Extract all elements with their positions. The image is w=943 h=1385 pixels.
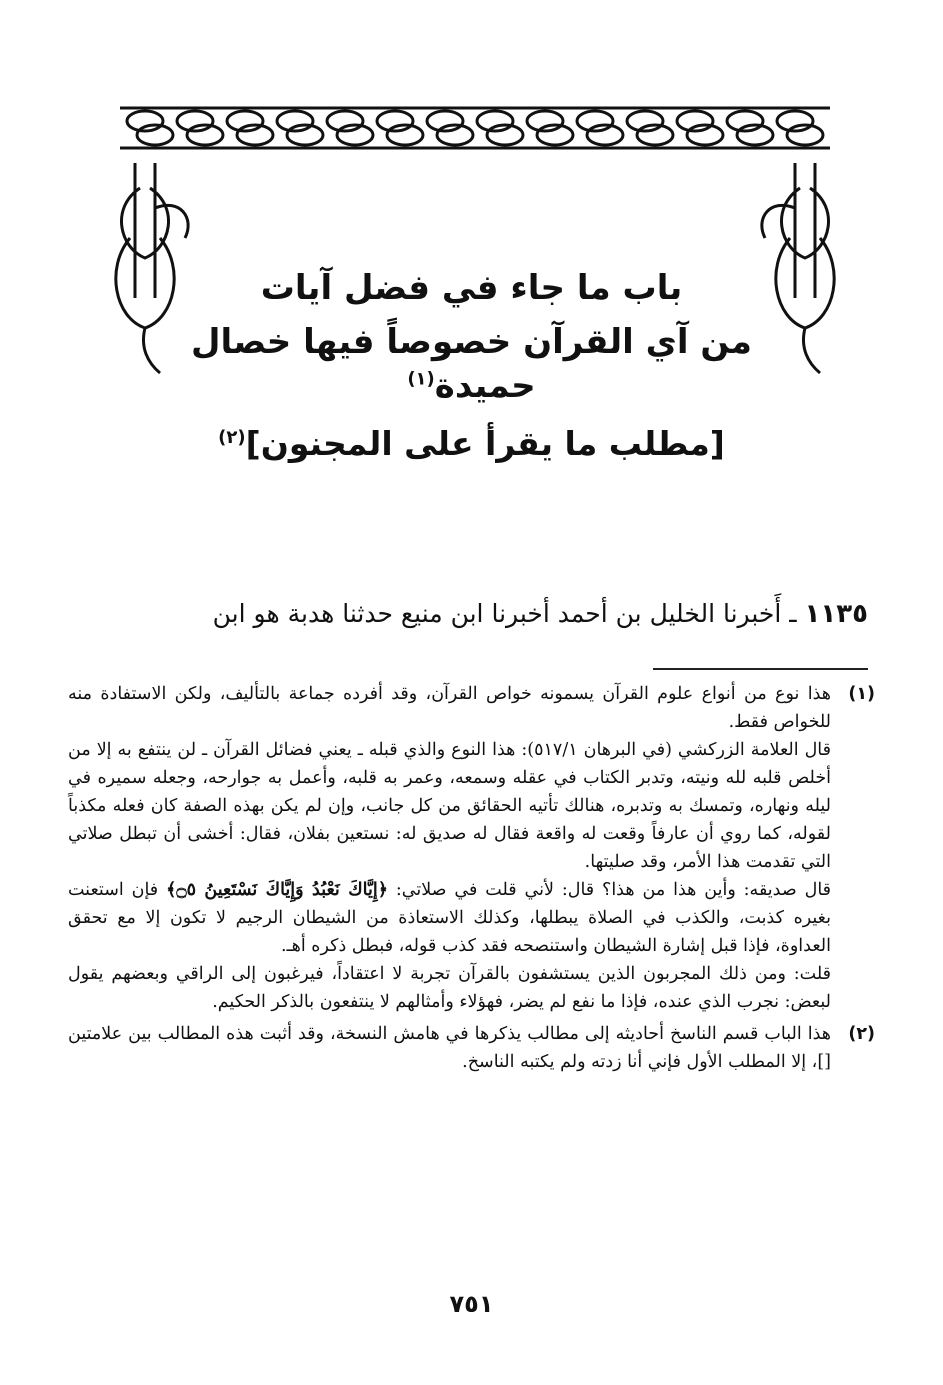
- chapter-title-line-2: [160, 320, 783, 408]
- quran-verse: ﴿إِيَّاكَ نَعْبُدُ وَإِيَّاكَ نَسْتَعِينُ ۝٥﴾: [166, 880, 388, 900]
- footnote-1: [68, 680, 875, 1016]
- hadith-text: ـ أَخبرنا الخليل بن أحمد أخبرنا ابن منيع حدثنا هدبة هو ابن: [212, 599, 805, 628]
- footnote-body: [68, 680, 831, 1016]
- footnote-number: (١): [848, 684, 875, 704]
- footnote-paragraph: [68, 876, 831, 960]
- footnote-body: [68, 1020, 831, 1076]
- section-heading: [150, 424, 793, 463]
- footnotes: [68, 680, 875, 1080]
- footnote-number: (٢): [848, 1024, 875, 1044]
- chapter-title-line-1: باب ما جاء في فضل آيات: [260, 268, 683, 308]
- footnote-text: فإن استعنت بغيره كذبت، والكذب في الصلاة يبطلها، وكذلك الاستعاذة من الشيطان الرجيم لا تكون إلا مع تحقق العداوة، فإذا قبل إشارة الشيطان واستنصحه فقد كذب قوله، فبطل ذكره أهـ.: [68, 880, 831, 956]
- page-number: ٧٥١: [449, 1290, 494, 1318]
- footnote-paragraph: هذا الباب قسم الناسخ أحاديثه إلى مطالب يذكرها في هامش النسخة، وقد أثبت هذه المطالب بين علامتين []، إلا المطلب الأول فإني أنا زدته ولم يكتبه الناسخ.: [68, 1024, 831, 1072]
- chapter-title-line-2-text: من آي القرآن خصوصاً فيها خصال حميدة: [191, 322, 752, 407]
- hadith-paragraph: [75, 596, 868, 632]
- footnote-paragraph: قلت: ومن ذلك المجربون الذين يستشفون بالقرآن تجربة لا اعتقاداً، فيرغبون إلى الراقي وبعضهم يقول لبعض: نجرب الذي عنده، فإذا ما نفع لم يضر، فهؤلاء وأمثالهم لا ينتفعون بالذكر الحكيم.: [68, 964, 831, 1012]
- footnote-separator: [653, 668, 868, 670]
- hadith-number: ١١٣٥: [804, 599, 868, 629]
- footnote-2: [68, 1020, 875, 1076]
- footnote-paragraph: قال العلامة الزركشي (في البرهان ٥١٧/١): هذا النوع والذي قبله ـ يعني فضائل القرآن ـ لن ينتفع به إلا من أخلص قلبه لله ونيته، وتدبر الكتاب في عقله وسمعه، وعمر به قلبه، وأعمل به جوارحه، وجعله سميره في ليله ونهاره، وتمسك به وتدبره، هنالك تأتيه الحقائق من كل جانب، وإن لم يكن بهذه الصفة كان فعله مكذباً لقوله، كما روي أن عارفاً وقعت له واقعة فقال له صديق له: نستعين بفلان، فقال: أخشى أن تبطل صلاتي التي تقدمت هذا الأمر، وقد صليتها.: [68, 740, 831, 872]
- footnote-text: قال صديقه: وأين هذا من هذا؟ قال: لأني قلت في صلاتي:: [387, 880, 832, 900]
- section-heading-text: [مطلب ما يقرأ على المجنون]: [245, 424, 725, 463]
- footnote-ref-2: (٢): [218, 427, 246, 448]
- footnote-ref-1: (١): [407, 368, 435, 390]
- footnote-paragraph: هذا نوع من أنواع علوم القرآن يسمونه خواص القرآن، وقد أفرده جماعة بالتأليف، ولكن الاستفادة منه للخواص فقط.: [68, 684, 831, 732]
